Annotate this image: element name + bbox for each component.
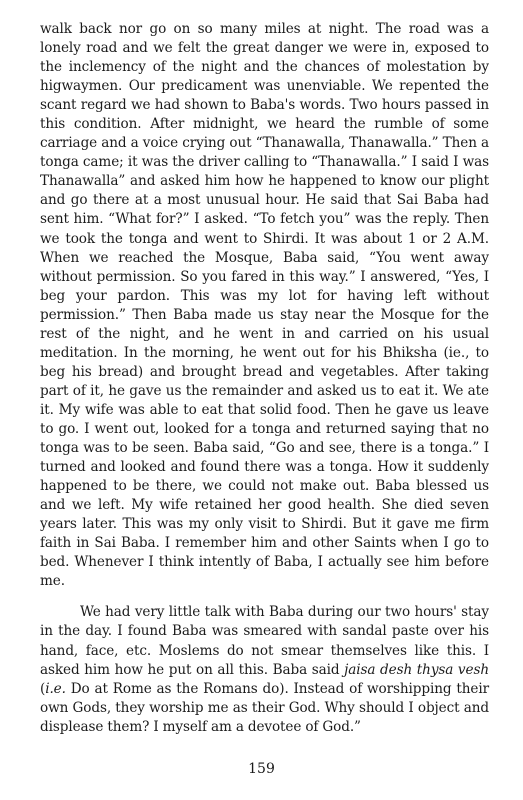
paragraph-2-italic-ie: i.e. [45,680,66,697]
paragraph-1: walk back nor go on so many miles at night. The road was a lonely road and we felt the great danger we were in, exposed to the inclemency of the night and the chances of molestation by higwaymen. Our predicament was unenviable. We repented the scant regard we had shown to Baba's words. Two hours passed in this condition. After midnight, we heard the rumble of some carriage and a voice crying out “Thanawalla, Thanawalla.” Then a tonga came; it was the driver calling to “Thanawalla.” I said I was Thanawalla” and asked him how he happened to know our plight and go there at a most unusual hour. He said that Sai Baba had sent him. “What for?” I asked. “To fetch you” was the reply. Then we took the tonga and went to Shirdi. It was about 1 or 2 A.M. When we reached the Mosque, Baba said, “You went away without permission. So you fared in this way.” I answered, “Yes, I beg your pardon. This was my lot for having left without permission.” Then Baba made us stay near the Mosque for the rest of the night, and he went in and carried on his usual meditation. In the morning, he went out for his Bhiksha (ie., to beg his bread) and brought bread and vegetables. After taking part of it, he gave us the remainder and asked us to eat it. We ate it. My wife was able to eat that solid food. Then he gave us leave to go. I went out, looked for a tonga and returned saying that no tonga was to be seen. Baba said, “Go and see, there is a tonga.” I turned and looked and found there was a tonga. How it suddenly happened to be there, we could not make out. Baba blessed us and we left. My wife retained her good health. She died seven years later. This was my only visit to Shirdi. But it gave me firm faith in Sai Baba. I remember him and other Saints when I go to bed. Whenever I think intently of Baba, I actually see him before me. [40,21,489,590]
paragraph-2 [40,603,489,736]
book-page [40,20,489,737]
paragraph-2-text-b: ( [40,680,46,697]
paragraph-2-text-a: We had very little talk with Baba during our two hours' stay in the day. I found Baba was smeared with sandal paste over his hand, face, etc. Moslems do not smear themselves like this. I asked him how he put on all this. Baba said [40,604,489,678]
paragraph-2-text-c: Do at Rome as the Romans do). Instead of worshipping their own Gods, they worship me as their God. Why should I object and displease them? I myself am a devotee of God.” [40,680,489,735]
page-number: 159 [248,761,275,777]
paragraph-2-italic-phrase: jaisa desh thysa vesh [344,661,489,678]
